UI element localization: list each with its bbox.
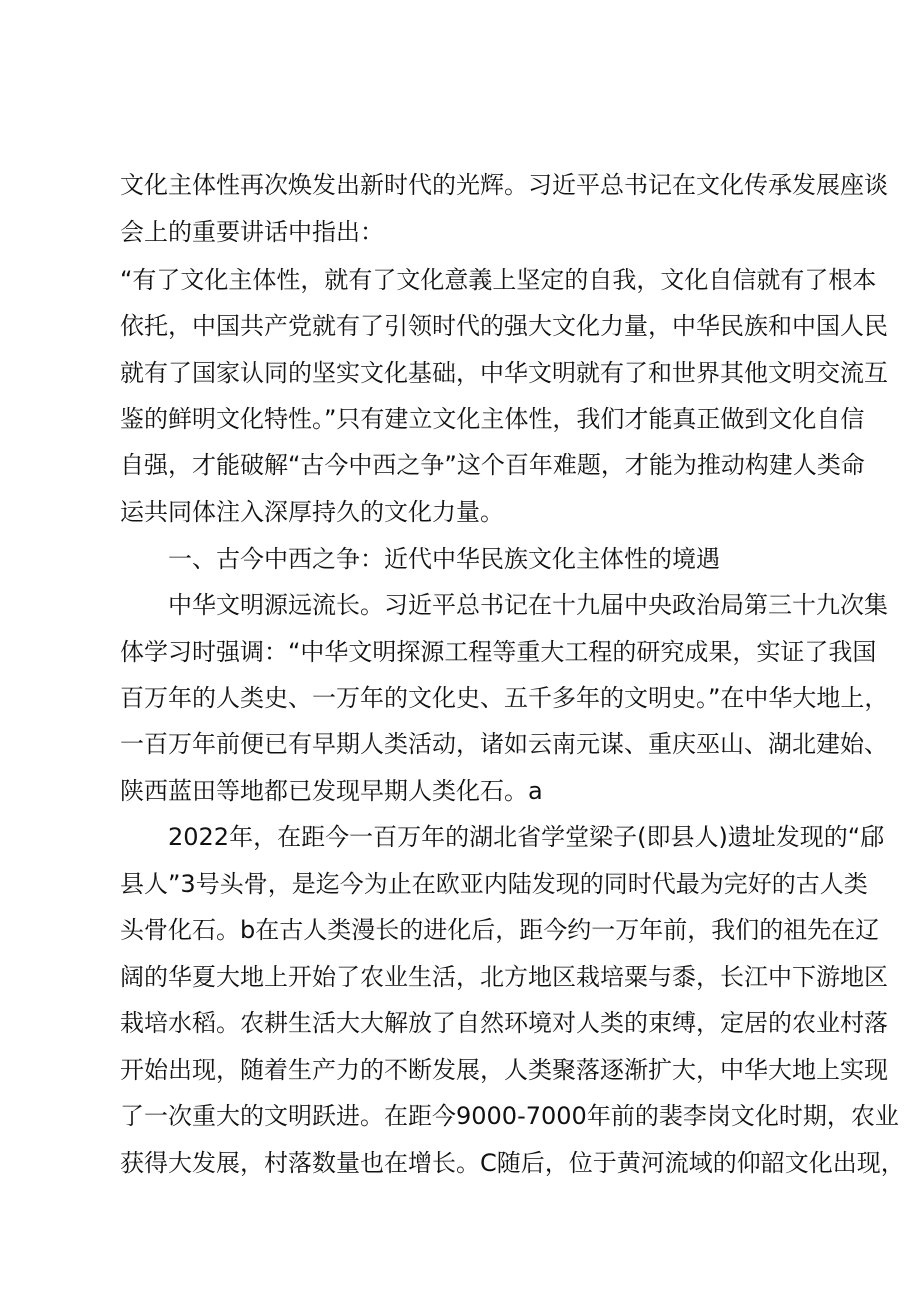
text-line: 开始出现，随着生产力的不断发展，人类聚落逐渐扩大，中华大地上实现 <box>120 1056 888 1084</box>
text-line: 头骨化石。b在古人类漫长的进化后，距今约一万年前，我们的祖先在辽 <box>120 916 880 944</box>
quote-line: 依托，中国共产党就有了引领时代的强大文化力量，中华民族和中国人民 <box>120 312 888 340</box>
paragraph-first-line: 中华文明源远流长。习近平总书记在十九届中央政治局第三十九次集 <box>168 591 888 619</box>
text-line: 文化主体性再次焕发出新时代的光辉。习近平总书记在文化传承发展座谈 <box>120 171 888 199</box>
text-line: 一百万年前便已有早期人类活动，诸如云南元谋、重庆巫山、湖北建始、 <box>120 730 888 758</box>
text-line: 运共同体注入深厚持久的文化力量。 <box>120 498 504 526</box>
text-line: 栽培水稻。农耕生活大大解放了自然环境对人类的束缚，定居的农业村落 <box>120 1009 888 1037</box>
text-line: 阔的华夏大地上开始了农业生活，北方地区栽培粟与黍，长江中下游地区 <box>120 963 888 991</box>
text-line: 县人”3号头骨，是迄今为止在欧亚内陆发现的同时代最为完好的古人类 <box>120 870 868 898</box>
text-line: 陕西蓝田等地都已发现早期人类化石。a <box>120 777 543 805</box>
quote-line: 鉴的鲜明文化特性。”只有建立文化主体性，我们才能真正做到文化自信 <box>120 405 865 433</box>
text-line: 自强，才能破解“古今中西之争”这个百年难题，才能为推动构建人类命 <box>120 451 865 479</box>
text-line: 获得大发展，村落数量也在增长。C随后，位于黄河流域的仰韶文化出现， <box>120 1149 905 1177</box>
text-line: 了一次重大的文明跃进。在距今9000-7000年前的裴李岗文化时期，农业 <box>120 1102 899 1130</box>
paragraph-first-line: 2022年，在距今一百万年的湖北省学堂梁子(即县人)遗址发现的“郈 <box>168 823 885 851</box>
quote-line: 就有了国家认同的坚实文化基础，中华文明就有了和世界其他文明交流互 <box>120 359 888 387</box>
text-line: 体学习时强调：“中华文明探源工程等重大工程的研究成果，实证了我国 <box>120 638 877 666</box>
quote-line: “有了文化主体性，就有了文化意義上坚定的自我，文化自信就有了根本 <box>120 266 877 294</box>
text-line: 百万年的人类史、一万年的文化史、五千多年的文明史。”在中华大地上， <box>120 684 889 712</box>
text-line: 会上的重要讲话中指出： <box>120 218 384 246</box>
section-heading: 一、古今中西之争：近代中华民族文化主体性的境遇 <box>168 545 720 573</box>
